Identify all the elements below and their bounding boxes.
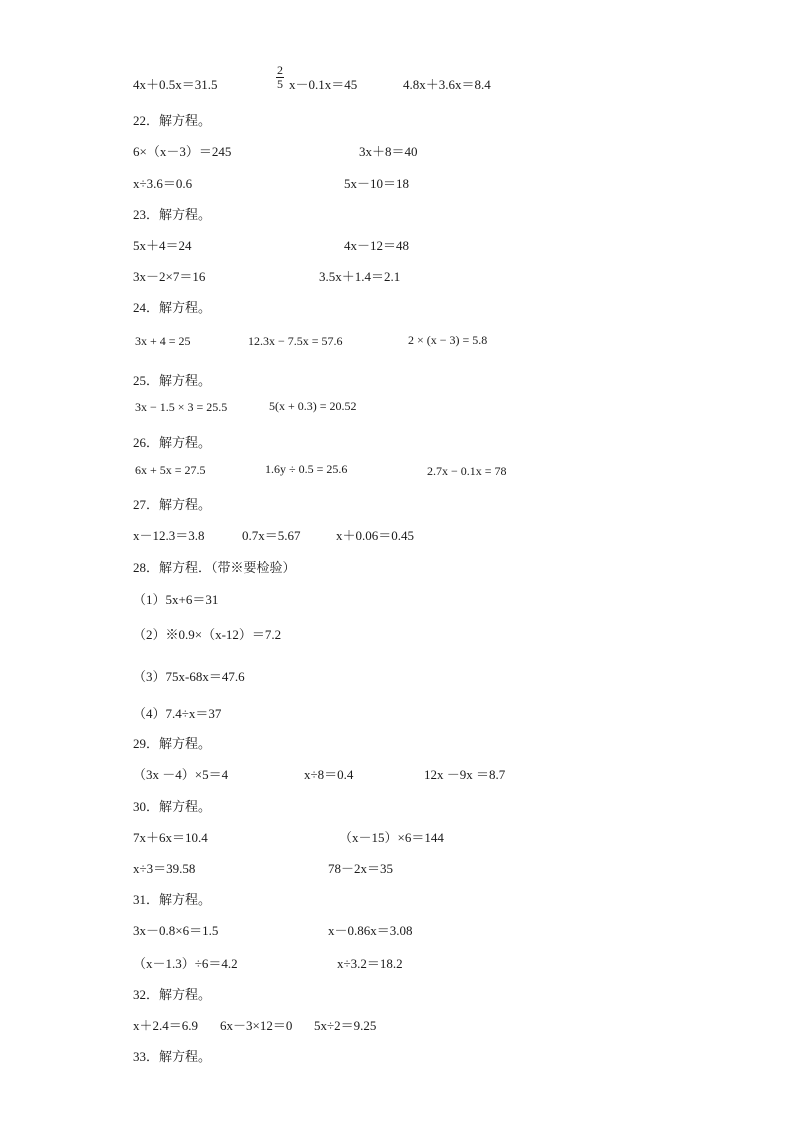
problem-title: 29．解方程。 bbox=[133, 736, 212, 751]
equation: 0.7x＝5.67 bbox=[242, 528, 301, 543]
equation: x－0.1x＝45 bbox=[289, 77, 358, 92]
fraction-denominator: 5 bbox=[277, 77, 283, 91]
equation: （3x －4）×5＝4 bbox=[133, 767, 229, 782]
equation: （2）※0.9×（x-12）＝7.2 bbox=[133, 627, 282, 642]
equation: 3x－0.8×6＝1.5 bbox=[133, 923, 219, 938]
equation: x－0.86x＝3.08 bbox=[328, 923, 413, 938]
equation: x÷3＝39.58 bbox=[133, 861, 196, 876]
equation: x－12.3＝3.8 bbox=[133, 528, 205, 543]
equation: （3）75x-68x＝47.6 bbox=[133, 669, 245, 684]
equation: 4x－12＝48 bbox=[344, 238, 410, 253]
equation: （1）5x+6＝31 bbox=[133, 592, 219, 607]
problem-title: 24．解方程。 bbox=[133, 300, 212, 315]
fraction bbox=[276, 64, 284, 91]
problem-title: 25．解方程。 bbox=[133, 373, 212, 388]
equation: 3x − 1.5 × 3 = 25.5 bbox=[135, 400, 228, 414]
equation: 5x÷2＝9.25 bbox=[314, 1018, 377, 1033]
problem-title: 26．解方程。 bbox=[133, 435, 212, 450]
equation: 3x + 4 = 25 bbox=[135, 334, 191, 348]
problem-title: 23．解方程。 bbox=[133, 207, 212, 222]
problem-title: 27．解方程。 bbox=[133, 497, 212, 512]
equation: x÷3.2＝18.2 bbox=[337, 956, 403, 971]
equation: 5x＋4＝24 bbox=[133, 238, 192, 253]
equation: 3x＋8＝40 bbox=[359, 144, 418, 159]
equation: （x－15）×6＝144 bbox=[339, 830, 444, 845]
equation: x＋0.06＝0.45 bbox=[336, 528, 415, 543]
equation: 12x －9x ＝8.7 bbox=[424, 767, 506, 782]
equation: 7x＋6x＝10.4 bbox=[133, 830, 208, 845]
equation: 6x－3×12＝0 bbox=[220, 1018, 293, 1033]
problem-title: 33．解方程。 bbox=[133, 1049, 212, 1064]
equation: x÷8＝0.4 bbox=[304, 767, 354, 782]
fraction-numerator: 2 bbox=[277, 63, 283, 77]
equation: 4x＋0.5x＝31.5 bbox=[133, 77, 218, 92]
problem-title: 32．解方程。 bbox=[133, 987, 212, 1002]
equation: （x－1.3）÷6＝4.2 bbox=[133, 956, 238, 971]
equation: 5(x + 0.3) = 20.52 bbox=[269, 399, 357, 413]
equation: 12.3x − 7.5x = 57.6 bbox=[248, 334, 343, 348]
equation: 5x－10＝18 bbox=[344, 176, 410, 191]
equation: x＋2.4＝6.9 bbox=[133, 1018, 199, 1033]
equation: x÷3.6＝0.6 bbox=[133, 176, 193, 191]
problem-title: 28．解方程．（带※要检验） bbox=[133, 560, 296, 575]
equation: 3.5x＋1.4＝2.1 bbox=[319, 269, 401, 284]
problem-title: 30．解方程。 bbox=[133, 799, 212, 814]
equation: 4.8x＋3.6x＝8.4 bbox=[403, 77, 491, 92]
problem-title: 31．解方程。 bbox=[133, 892, 212, 907]
problem-title: 22．解方程。 bbox=[133, 113, 212, 128]
equation: 2 × (x − 3) = 5.8 bbox=[408, 333, 488, 347]
equation: 78－2x＝35 bbox=[328, 861, 394, 876]
equation: 3x－2×7＝16 bbox=[133, 269, 206, 284]
equation: 1.6y ÷ 0.5 = 25.6 bbox=[265, 462, 348, 476]
equation: （4）7.4÷x＝37 bbox=[133, 706, 222, 721]
equation: 2.7x − 0.1x = 78 bbox=[427, 464, 507, 478]
equation: 6x + 5x = 27.5 bbox=[135, 463, 206, 477]
equation: 6×（x－3）＝245 bbox=[133, 144, 232, 159]
